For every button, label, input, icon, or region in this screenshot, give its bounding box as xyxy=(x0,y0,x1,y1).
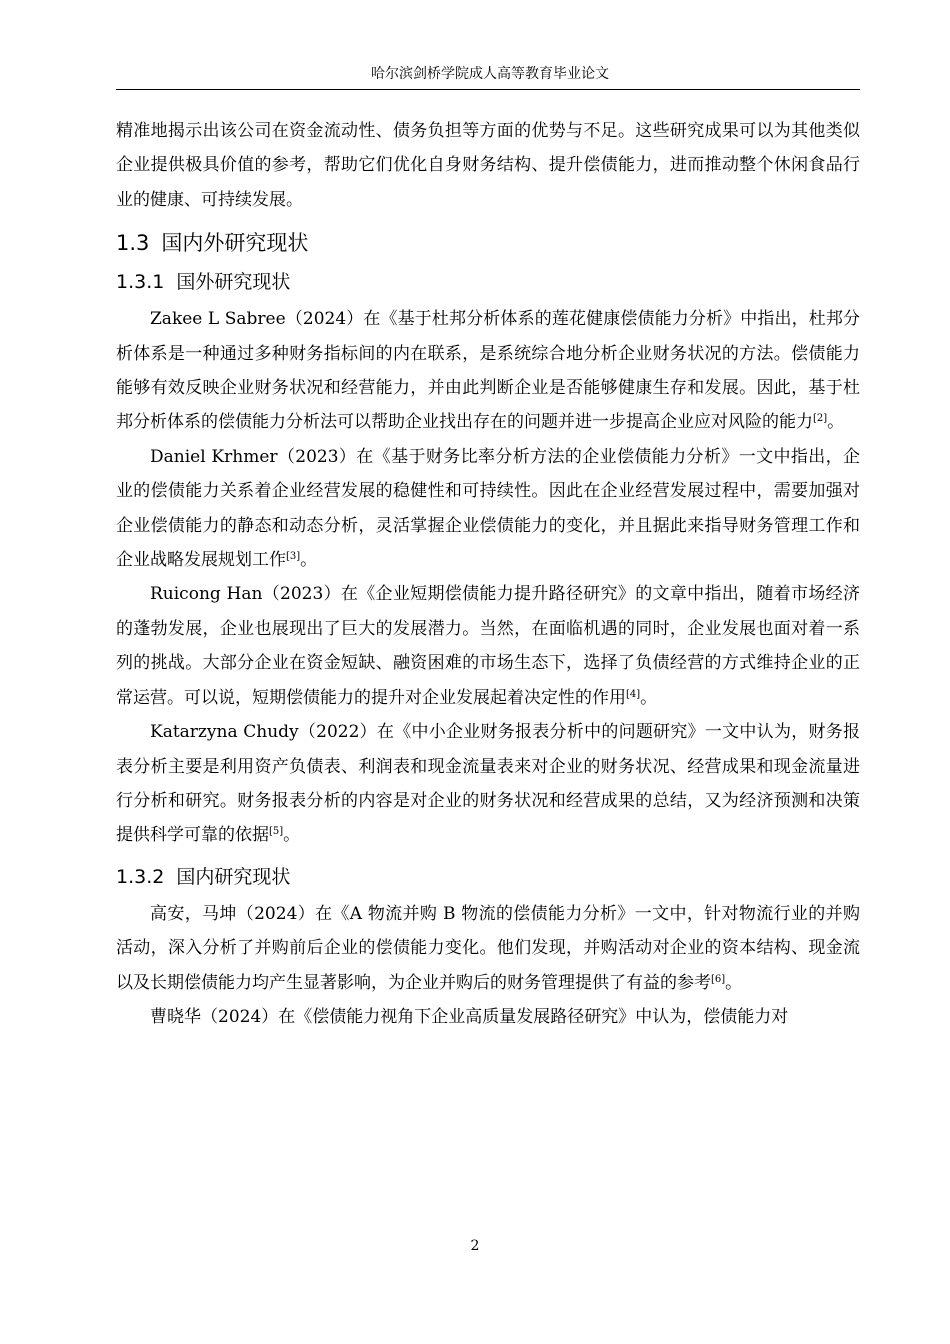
citation-ref: [5] xyxy=(269,826,284,838)
citation-ref: [2] xyxy=(813,413,828,425)
page-content xyxy=(116,114,860,1034)
paragraph-foreign-4: Katarzyna Chudy（2022）在《中小企业财务报表分析中的问题研究》一文中认为，财务报表分析主要是利用资产负债表、利润表和现金流量表来对企业的财务状况、经营成果和现金流量进行分析和研究。财务报表分析的内容是对企业的财务状况和经营成果的总结，又为经济预测和决策提供科学可靠的依据[5]。 xyxy=(116,722,860,846)
paragraph-domestic-1: 高安，马坤（2024）在《A 物流并购 B 物流的偿债能力分析》一文中，针对物流行业的并购活动，深入分析了并购前后企业的偿债能力变化。他们发现，并购活动对企业的资本结构、现金流以及长期偿债能力均产生显著影响，为企业并购后的财务管理提供了有益的参考[6]。 xyxy=(116,903,860,993)
page-number: 2 xyxy=(470,1238,480,1254)
subsection-number: 1.3.1 xyxy=(116,271,165,294)
subsection-title: 国外研究现状 xyxy=(176,271,291,294)
citation-ref: [6] xyxy=(711,973,726,985)
citation-ref: [4] xyxy=(626,688,641,700)
subsection-heading-domestic xyxy=(116,863,860,891)
citation-ref: [3] xyxy=(286,551,301,563)
paragraph-foreign-1: Zakee L Sabree（2024）在《基于杜邦分析体系的莲花健康偿债能力分析》中指出，杜邦分析体系是一种通过多种财务指标间的内在联系，是系统综合地分析企业财务状况的方法。偿债能力能够有效反映企业财务状况和经营能力，并由此判断企业是否能够健康生存和发展。因此，基于杜邦分析体系的偿债能力分析法可以帮助企业找出存在的问题并进一步提高企业应对风险的能力[2]。 xyxy=(116,309,860,433)
section-title: 国内外研究现状 xyxy=(161,231,309,256)
subsection-number: 1.3.2 xyxy=(116,865,165,888)
section-heading xyxy=(116,228,860,258)
header-rule xyxy=(116,89,860,90)
running-header: 哈尔滨剑桥学院成人高等教育毕业论文 xyxy=(371,66,609,82)
paragraph-foreign-3: Ruicong Han（2023）在《企业短期偿债能力提升路径研究》的文章中指出，随着市场经济的蓬勃发展，企业也展现出了巨大的发展潜力。当然，在面临机遇的同时，企业发展也面对着一系列的挑战。大部分企业在资金短缺、融资困难的市场生态下，选择了负债经营的方式维持企业的正常运营。可以说，短期偿债能力的提升对企业发展起着决定性的作用[4]。 xyxy=(116,584,860,708)
subsection-heading-foreign xyxy=(116,268,860,296)
intro-paragraph: 精准地揭示出该公司在资金流动性、债务负担等方面的优势与不足。这些研究成果可以为其他类似企业提供极具价值的参考，帮助它们优化自身财务结构、提升偿债能力，进而推动整个休闲食品行业的健康、可持续发展。 xyxy=(116,121,860,210)
paragraph-domestic-2: 曹晓华（2024）在《偿债能力视角下企业高质量发展路径研究》中认为，偿债能力对 xyxy=(150,1006,789,1027)
subsection-title: 国内研究现状 xyxy=(176,865,291,888)
section-number: 1.3 xyxy=(116,231,150,256)
paragraph-foreign-2: Daniel Krhmer（2023）在《基于财务比率分析方法的企业偿债能力分析》一文中指出，企业的偿债能力关系着企业经营发展的稳健性和可持续性。因此在企业经营发展过程中，需要加强对企业偿债能力的静态和动态分析，灵活掌握企业偿债能力的变化，并且据此来指导财务管理工作和企业战略发展规划工作[3]。 xyxy=(116,446,860,571)
